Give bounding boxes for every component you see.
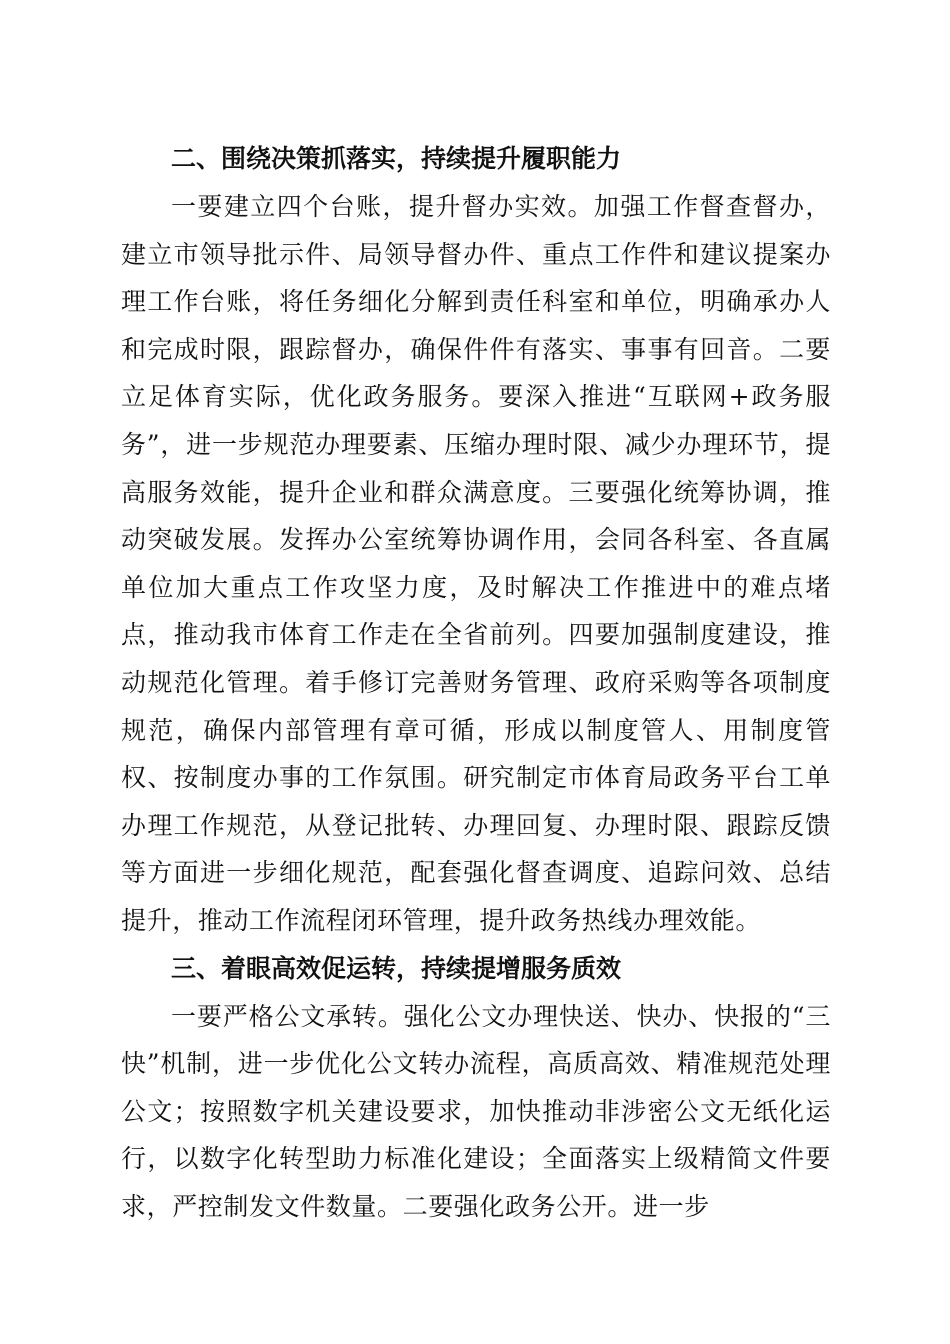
section-heading-3: 三、着眼高效促运转，持续提增服务质效 — [171, 953, 622, 983]
document-body — [121, 135, 831, 1230]
section-heading-2: 二、围绕决策抓落实，持续提升履职能力 — [171, 144, 622, 173]
section-paragraph-3: 一要严格公文承转。强化公文办理快送、快办、快报的“三快”机制，进一步优化公文转办流程，高质高效、精准规范处理公文；按照数字机关建设要求，加快推动非涉密公文无纸化运行，以数字化转型助力标准化建设；全面落实上级精简文件要求，严控制发文件数量。二要强化政务公开。进一步 — [121, 1001, 831, 1221]
section-paragraph-2: 一要建立四个台账，提升督办实效。加强工作督查督办，建立市领导批示件、局领导督办件、重点工作件和建议提案办理工作台账，将任务细化分解到责任科室和单位，明确承办人和完成时限，跟踪督办，确保件件有落实、事事有回音。二要立足体育实际，优化政务服务。要深入推进“互联网+政务服务”，进一步规范办理要素、压缩办理时限、减少办理环节，提高服务效能，提升企业和群众满意度。三要强化统筹协调，推动突破发展。发挥办公室统筹协调作用，会同各科室、各直属单位加大重点工作攻坚力度，及时解决工作推进中的难点堵点，推动我市体育工作走在全省前列。四要加强制度建设，推动规范化管理。着手修订完善财务管理、政府采购等各项制度规范，确保内部管理有章可循，形成以制度管人、用制度管权、按制度办事的工作氛围。研究制定市体育局政务平台工单办理工作规范，从登记批转、办理回复、办理时限、跟踪反馈等方面进一步细化规范，配套强化督查调度、追踪问效、总结提升，推动工作流程闭环管理，提升政务热线办理效能。 — [121, 192, 831, 935]
